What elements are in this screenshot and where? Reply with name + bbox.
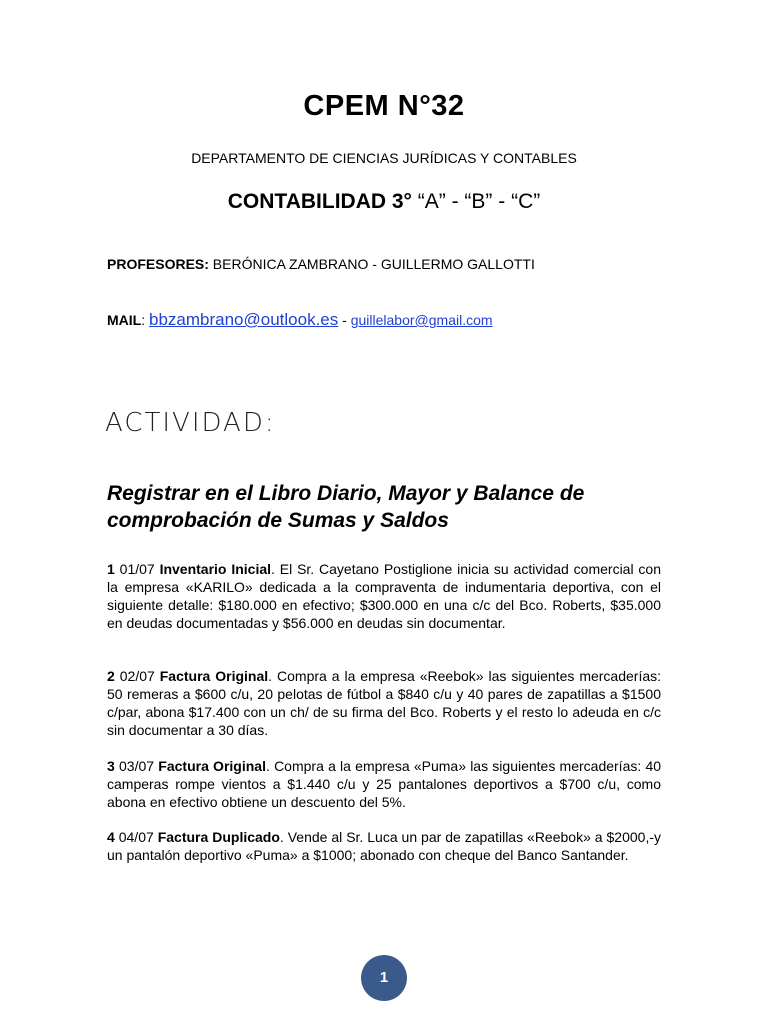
item-label: Factura Original bbox=[158, 758, 266, 774]
item-number: 4 bbox=[107, 829, 115, 845]
item-label: Inventario Inicial bbox=[159, 561, 272, 577]
subject-groups: “A” - “B” - “C” bbox=[411, 190, 541, 213]
item-date: 02/07 bbox=[119, 668, 155, 684]
list-item bbox=[107, 757, 661, 811]
mail-label: MAIL bbox=[107, 312, 142, 328]
item-date: 01/07 bbox=[119, 561, 155, 577]
item-date: 04/07 bbox=[118, 829, 154, 845]
subject-name: CONTABILIDAD 3° bbox=[227, 190, 412, 213]
department-name: DEPARTAMENTO DE CIENCIAS JURÍDICAS Y CONTABLES bbox=[191, 150, 577, 166]
professors-names: BERÓNICA ZAMBRANO - GUILLERMO GALLOTTI bbox=[208, 256, 535, 272]
list-item bbox=[107, 560, 661, 632]
list-item bbox=[107, 667, 661, 739]
item-text: . Vende al Sr. Luca un par de zapatillas «Reebok» a $2000,-y un pantalón deportivo «Puma» a $1000; abonado con cheque del Banco Santander. bbox=[107, 829, 661, 863]
page-number-badge: 1 bbox=[361, 955, 407, 1001]
item-text: . El Sr. Cayetano Postiglione inicia su actividad comercial con la empresa «KARILO» dedicada a la compraventa de indumentaria deportiva, con el siguiente detalle: $180.000 en efectivo; $300.000 en una c/c del Bco. Roberts, $35.000 en deudas documentadas y $56.000 en deudas sin documentar. bbox=[107, 561, 662, 631]
mail-separator: - bbox=[338, 312, 351, 328]
professors-label: PROFESORES: bbox=[107, 256, 209, 272]
mail-line bbox=[107, 310, 493, 330]
item-label: Factura Original bbox=[159, 668, 269, 684]
item-number: 1 bbox=[107, 561, 115, 577]
professors-line bbox=[107, 256, 535, 272]
item-number: 3 bbox=[107, 758, 115, 774]
item-text: . Compra a la empresa «Reebok» las siguientes mercaderías: 50 remeras a $600 c/u, 20 pelotas de fútbol a $840 c/u y 40 pares de zapatillas a $1500 c/par, abona $17.400 con un ch/ de su firma del Bco. Roberts y el resto lo adeuda en c/c sin documentar a 30 días. bbox=[107, 668, 662, 738]
activity-title: ACTIVIDAD: bbox=[105, 408, 276, 438]
subject-line bbox=[0, 190, 768, 214]
email-link-zambrano[interactable]: bbzambrano@outlook.es bbox=[149, 310, 339, 329]
task-heading: Registrar en el Libro Diario, Mayor y Balance de comprobación de Sumas y Saldos bbox=[107, 482, 585, 532]
mail-colon: : bbox=[141, 312, 149, 328]
item-date: 03/07 bbox=[119, 758, 155, 774]
page-title: CPEM N°32 bbox=[303, 90, 465, 122]
email-link-gallotti[interactable]: guillelabor@gmail.com bbox=[350, 312, 493, 328]
list-item bbox=[107, 828, 661, 864]
item-number: 2 bbox=[107, 668, 115, 684]
item-text: . Compra a la empresa «Puma» las siguientes mercaderías: 40 camperas rompe vientos a $1.440 c/u y 25 pantalones deportivos a $700 c/u, como abona en efectivo obtiene un descuento del 5%. bbox=[107, 758, 662, 810]
item-label: Factura Duplicado bbox=[157, 829, 280, 845]
